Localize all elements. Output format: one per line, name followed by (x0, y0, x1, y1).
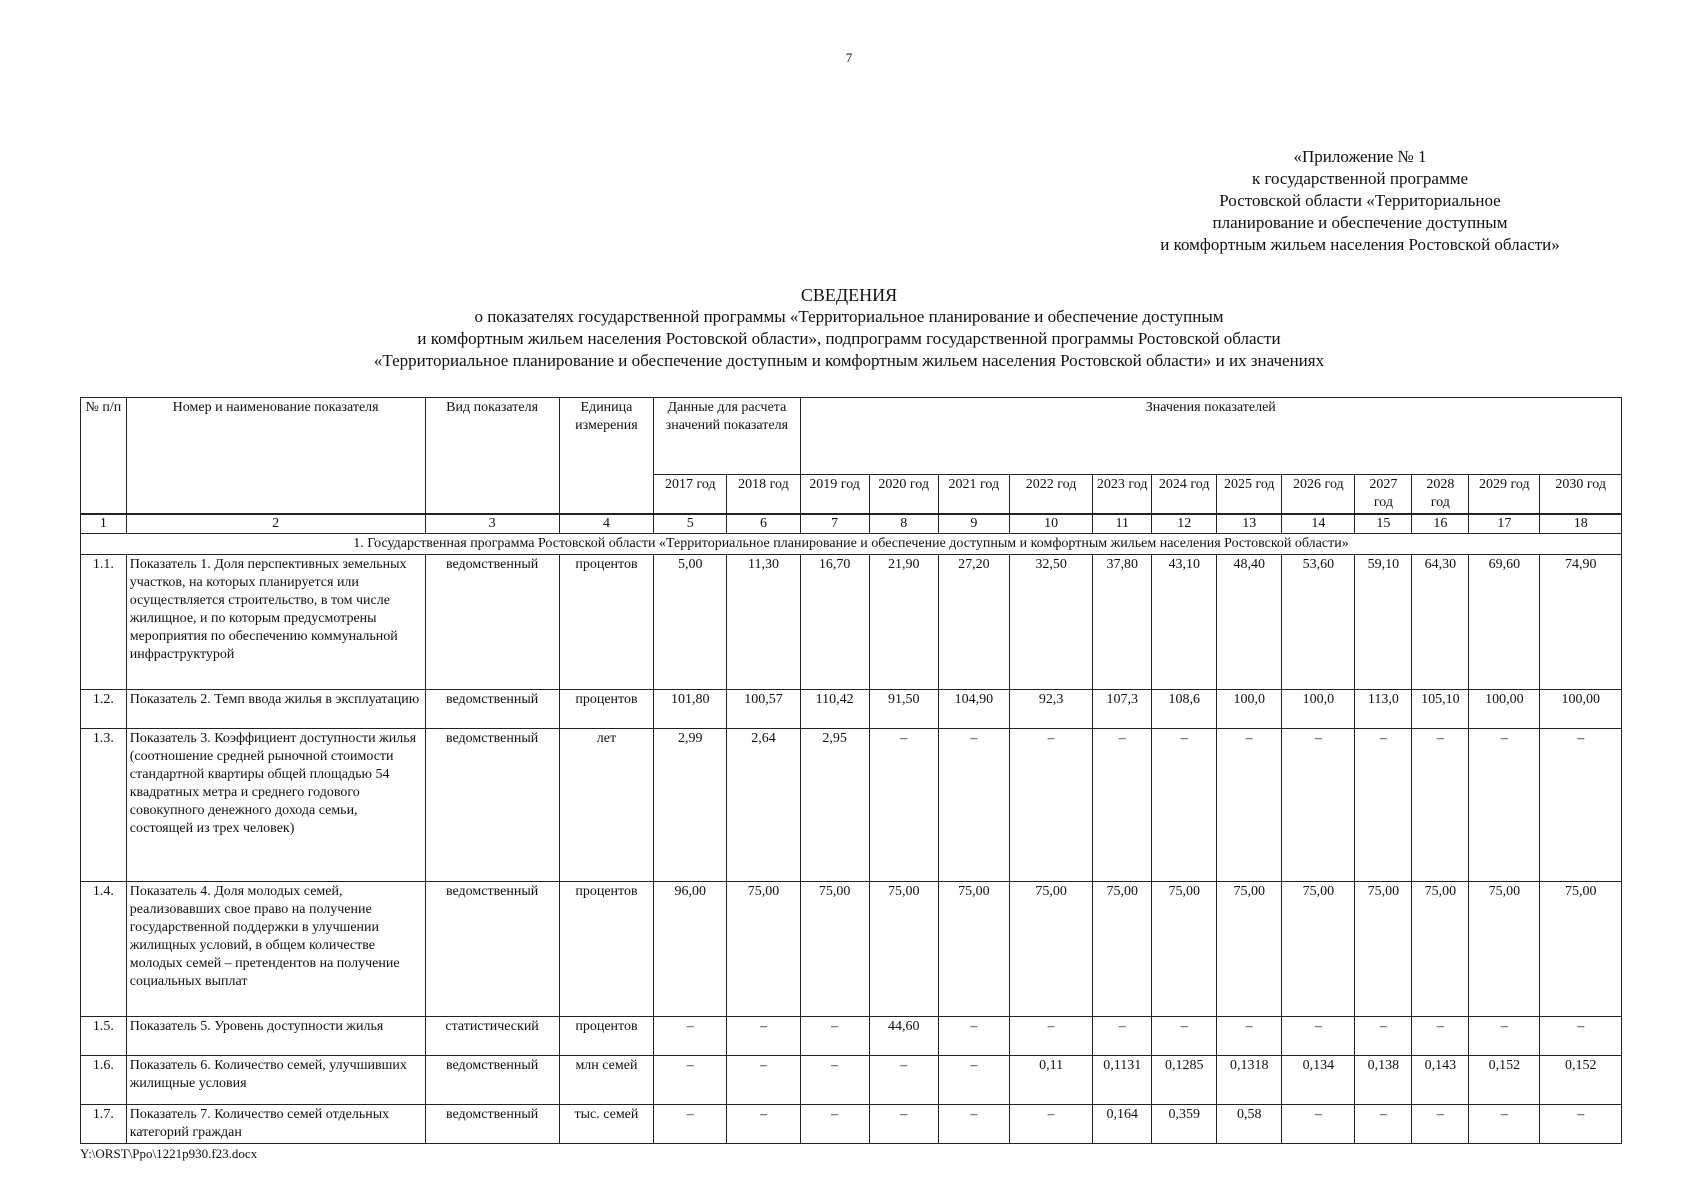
indicator-value: 75,00 (1152, 882, 1217, 1017)
indicator-value: 104,90 (938, 690, 1009, 729)
indicator-value: 43,10 (1152, 555, 1217, 690)
indicator-value: 75,00 (727, 882, 800, 1017)
year-header: 2019 год (800, 475, 869, 515)
indicator-value: 2,95 (800, 729, 869, 882)
indicator-value: 91,50 (869, 690, 938, 729)
year-header: 2018 год (727, 475, 800, 515)
indicator-value: 113,0 (1355, 690, 1412, 729)
document-heading (60, 284, 1638, 372)
year-header: 2017 год (654, 475, 727, 515)
indicator-name: Показатель 3. Коэффициент доступности жилья (соотношение средней рыночной стоимости стандартной квартиры общей площадью 54 квадратных метра и среднего годового совокупного денежного дохода семьи, состоящей из трех человек) (126, 729, 425, 882)
indicator-value: 69,60 (1469, 555, 1540, 690)
indicator-value: 0,152 (1540, 1056, 1622, 1105)
indicator-value: – (938, 1017, 1009, 1056)
appendix-line: Ростовской области «Территориальное (1219, 191, 1501, 210)
indicator-value: 75,00 (800, 882, 869, 1017)
indicator-value: 110,42 (800, 690, 869, 729)
indicator-value: 74,90 (1540, 555, 1622, 690)
page-number: 7 (845, 50, 853, 65)
indicator-value: – (1540, 729, 1622, 882)
appendix-line: к государственной программе (1251, 169, 1469, 188)
heading-line: и комфортным жильем населения Ростовской области», подпрограмм государственной программы Ростовской области (417, 329, 1281, 348)
table-row (81, 1056, 1622, 1105)
indicator-unit: процентов (559, 882, 654, 1017)
indicator-value: 32,50 (1009, 555, 1092, 690)
column-number: 16 (1412, 514, 1469, 534)
indicator-value: 0,138 (1355, 1056, 1412, 1105)
column-number: 10 (1009, 514, 1092, 534)
indicator-value: 75,00 (1469, 882, 1540, 1017)
row-number: 1.2. (81, 690, 127, 729)
indicator-value: – (654, 1105, 727, 1144)
indicator-value: – (1217, 729, 1282, 882)
indicator-type: статистический (425, 1017, 559, 1056)
indicator-value: 0,1318 (1217, 1056, 1282, 1105)
row-number: 1.6. (81, 1056, 127, 1105)
indicator-value: 0,1131 (1093, 1056, 1152, 1105)
indicator-value: – (869, 729, 938, 882)
indicator-value: – (1540, 1017, 1622, 1056)
column-number: 1 (81, 514, 127, 534)
indicator-value: – (1009, 1105, 1092, 1144)
indicator-value: – (1355, 1017, 1412, 1056)
column-number: 9 (938, 514, 1009, 534)
indicator-value: 75,00 (1412, 882, 1469, 1017)
row-number: 1.5. (81, 1017, 127, 1056)
indicator-value: 75,00 (1540, 882, 1622, 1017)
indicator-value: 0,58 (1217, 1105, 1282, 1144)
indicator-unit: процентов (559, 555, 654, 690)
indicator-value: – (1412, 1017, 1469, 1056)
indicator-value: – (800, 1056, 869, 1105)
heading-line: «Территориальное планирование и обеспечение доступным и комфортным жильем населения Ростовской области» и их значениях (373, 351, 1325, 370)
indicator-value: 11,30 (727, 555, 800, 690)
year-header: 2020 год (869, 475, 938, 515)
indicator-value: – (727, 1105, 800, 1144)
year-header: 2022 год (1009, 475, 1092, 515)
indicator-value: – (938, 1105, 1009, 1144)
indicator-value: 75,00 (938, 882, 1009, 1017)
year-header: 2026 год (1282, 475, 1355, 515)
indicator-value: 75,00 (1009, 882, 1092, 1017)
indicator-unit: лет (559, 729, 654, 882)
document-title: СВЕДЕНИЯ (800, 285, 898, 305)
column-number: 7 (800, 514, 869, 534)
row-number: 1.7. (81, 1105, 127, 1144)
indicator-name: Показатель 7. Количество семей отдельных категорий граждан (126, 1105, 425, 1144)
indicator-value: – (1355, 729, 1412, 882)
indicator-name: Показатель 1. Доля перспективных земельных участков, на которых планируется или осуществляется строительство, в том числе жилищное, и по которым предусмотрены мероприятия по обеспечению коммунальной инфраструктурой (126, 555, 425, 690)
year-header: 2023 год (1093, 475, 1152, 515)
indicator-value: – (727, 1017, 800, 1056)
indicator-value: – (1093, 729, 1152, 882)
year-header: 2030 год (1540, 475, 1622, 515)
header-num: № п/п (81, 398, 127, 515)
indicator-value: 2,99 (654, 729, 727, 882)
indicator-type: ведомственный (425, 882, 559, 1017)
year-header: 2027 год (1355, 475, 1412, 515)
table-row (81, 1105, 1622, 1144)
indicator-value: 37,80 (1093, 555, 1152, 690)
indicator-value: 107,3 (1093, 690, 1152, 729)
indicator-value: 75,00 (869, 882, 938, 1017)
indicator-value: 0,1285 (1152, 1056, 1217, 1105)
header-base-data: Данные для расчета значений показателя (654, 398, 800, 475)
indicator-type: ведомственный (425, 1105, 559, 1144)
indicator-value: – (1469, 729, 1540, 882)
indicator-value: 75,00 (1217, 882, 1282, 1017)
indicator-value: – (727, 1056, 800, 1105)
column-number: 15 (1355, 514, 1412, 534)
indicator-value: – (1152, 729, 1217, 882)
column-number-row (81, 514, 1622, 534)
indicator-value: – (1355, 1105, 1412, 1144)
column-number: 3 (425, 514, 559, 534)
indicator-value: 75,00 (1093, 882, 1152, 1017)
indicator-value: – (1412, 1105, 1469, 1144)
indicator-value: 0,143 (1412, 1056, 1469, 1105)
header-row (81, 398, 1622, 475)
indicator-value: – (938, 729, 1009, 882)
column-number: 14 (1282, 514, 1355, 534)
column-number: 4 (559, 514, 654, 534)
indicator-unit: тыс. семей (559, 1105, 654, 1144)
indicator-value: 100,00 (1540, 690, 1622, 729)
column-number: 8 (869, 514, 938, 534)
indicator-unit: млн семей (559, 1056, 654, 1105)
indicator-value: – (800, 1105, 869, 1144)
indicator-value: – (1093, 1017, 1152, 1056)
indicator-value: – (654, 1056, 727, 1105)
indicator-value: 59,10 (1355, 555, 1412, 690)
header-name: Номер и наименование показателя (126, 398, 425, 515)
indicator-value: 2,64 (727, 729, 800, 882)
indicator-value: 53,60 (1282, 555, 1355, 690)
year-header: 2024 год (1152, 475, 1217, 515)
heading-line: о показателях государственной программы «Территориальное планирование и обеспечение доступным (474, 307, 1224, 326)
indicator-value: 0,359 (1152, 1105, 1217, 1144)
indicator-unit: процентов (559, 1017, 654, 1056)
indicator-value: – (869, 1056, 938, 1105)
table-row (81, 729, 1622, 882)
indicator-value: – (1540, 1105, 1622, 1144)
indicator-value: 27,20 (938, 555, 1009, 690)
column-number: 6 (727, 514, 800, 534)
column-number: 2 (126, 514, 425, 534)
indicator-value: – (1152, 1017, 1217, 1056)
indicator-value: 108,6 (1152, 690, 1217, 729)
indicator-value: – (1282, 1105, 1355, 1144)
indicator-value: 64,30 (1412, 555, 1469, 690)
section-title: 1. Государственная программа Ростовской области «Территориальное планирование и обеспечение доступным и комфортным жильем населения Ростовской области» (81, 534, 1622, 555)
indicator-value: 21,90 (869, 555, 938, 690)
indicator-value: 105,10 (1412, 690, 1469, 729)
column-number: 13 (1217, 514, 1282, 534)
header-values: Значения показателей (800, 398, 1621, 475)
indicator-value: 100,57 (727, 690, 800, 729)
indicator-value: – (1217, 1017, 1282, 1056)
appendix-note (1120, 146, 1600, 256)
column-number: 11 (1093, 514, 1152, 534)
year-header: 2025 год (1217, 475, 1282, 515)
appendix-line: и комфортным жильем населения Ростовской области» (1160, 235, 1560, 254)
indicator-value: 0,164 (1093, 1105, 1152, 1144)
indicator-type: ведомственный (425, 690, 559, 729)
indicator-value: – (1009, 1017, 1092, 1056)
row-number: 1.4. (81, 882, 127, 1017)
indicator-value: 96,00 (654, 882, 727, 1017)
indicator-value: 16,70 (800, 555, 869, 690)
indicator-name: Показатель 4. Доля молодых семей, реализовавших свое право на получение государственной поддержки в улучшении жилищных условий, в общем количестве молодых семей – претендентов на получение социальных выплат (126, 882, 425, 1017)
header-type: Вид показателя (425, 398, 559, 515)
indicator-value: 92,3 (1009, 690, 1092, 729)
year-header: 2028 год (1412, 475, 1469, 515)
indicator-value: 0,11 (1009, 1056, 1092, 1105)
file-path: Y:\ORST\Ppo\1221p930.f23.docx (80, 1146, 258, 1161)
indicator-value: – (654, 1017, 727, 1056)
indicator-value: 5,00 (654, 555, 727, 690)
indicator-value: 100,0 (1217, 690, 1282, 729)
indicator-value: – (869, 1105, 938, 1144)
indicator-type: ведомственный (425, 1056, 559, 1105)
indicator-value: 0,134 (1282, 1056, 1355, 1105)
indicator-value: 0,152 (1469, 1056, 1540, 1105)
indicator-value: 48,40 (1217, 555, 1282, 690)
column-number: 5 (654, 514, 727, 534)
indicator-value: – (1469, 1105, 1540, 1144)
indicator-value: 100,00 (1469, 690, 1540, 729)
indicator-value: 75,00 (1355, 882, 1412, 1017)
year-header: 2029 год (1469, 475, 1540, 515)
indicator-value: 100,0 (1282, 690, 1355, 729)
year-header: 2021 год (938, 475, 1009, 515)
table-row (81, 1017, 1622, 1056)
indicator-value: 75,00 (1282, 882, 1355, 1017)
row-number: 1.1. (81, 555, 127, 690)
table-row (81, 690, 1622, 729)
table-row (81, 555, 1622, 690)
indicator-value: – (1469, 1017, 1540, 1056)
section-row (81, 534, 1622, 555)
indicator-name: Показатель 2. Темп ввода жилья в эксплуатацию (126, 690, 425, 729)
appendix-line: «Приложение № 1 (1293, 147, 1427, 166)
indicator-unit: процентов (559, 690, 654, 729)
indicator-value: – (1412, 729, 1469, 882)
indicator-value: – (1009, 729, 1092, 882)
column-number: 18 (1540, 514, 1622, 534)
indicator-name: Показатель 5. Уровень доступности жилья (126, 1017, 425, 1056)
indicator-value: 101,80 (654, 690, 727, 729)
indicator-name: Показатель 6. Количество семей, улучшивших жилищные условия (126, 1056, 425, 1105)
indicator-value: 44,60 (869, 1017, 938, 1056)
table-body (81, 555, 1622, 1144)
row-number: 1.3. (81, 729, 127, 882)
indicator-value: – (1282, 1017, 1355, 1056)
indicators-table (80, 397, 1622, 1144)
indicator-type: ведомственный (425, 729, 559, 882)
header-unit: Единица измерения (559, 398, 654, 515)
indicator-value: – (938, 1056, 1009, 1105)
appendix-line: планирование и обеспечение доступным (1212, 213, 1508, 232)
column-number: 12 (1152, 514, 1217, 534)
indicator-type: ведомственный (425, 555, 559, 690)
column-number: 17 (1469, 514, 1540, 534)
indicator-value: – (1282, 729, 1355, 882)
table-row (81, 882, 1622, 1017)
indicator-value: – (800, 1017, 869, 1056)
